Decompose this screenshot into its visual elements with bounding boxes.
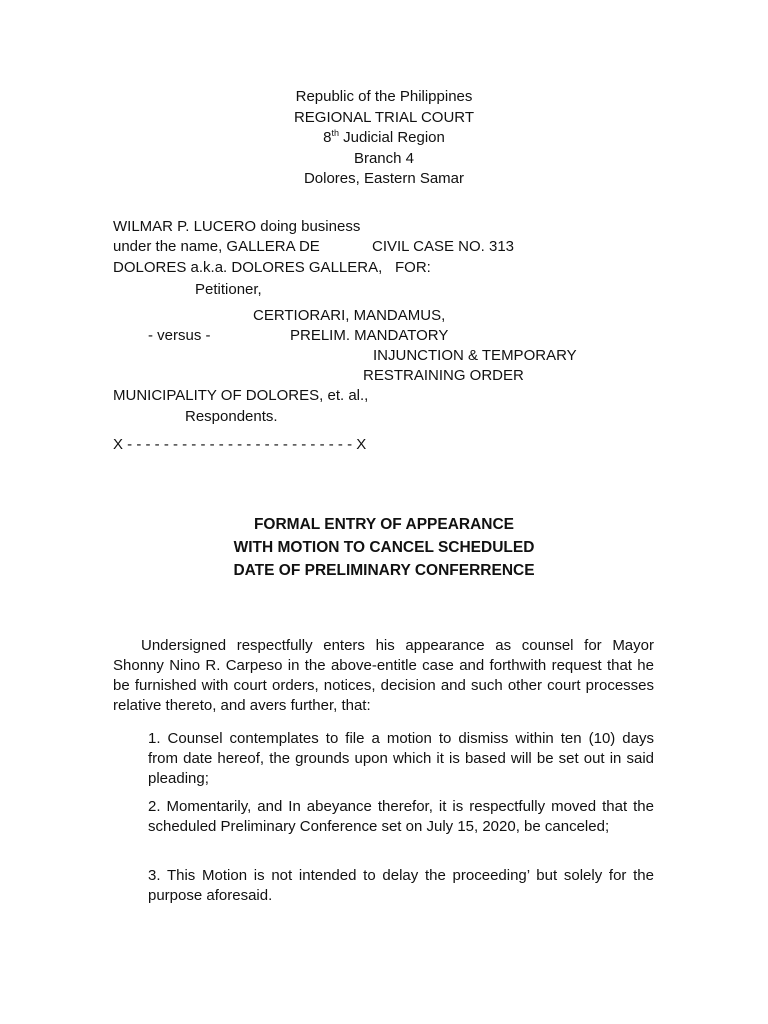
respondent-line-1: MUNICIPALITY OF DOLORES, et. al., [113,387,369,404]
region-number: 8 [323,129,332,146]
region-ordinal-suffix: th [331,128,339,138]
petitioner-line-2: under the name, GALLERA DE [113,238,320,255]
court-name-line: REGIONAL TRIAL COURT [293,108,475,126]
branch-line: Branch 4 [353,149,415,167]
court-header [0,87,768,190]
case-nature-line-3: INJUNCTION & TEMPORARY [373,347,577,364]
intro-paragraph: Undersigned respectfully enters his appearance as counsel for Mayor Shonny Nino R. Carpeso in the above-entitle case and forthwith request that he be furnished with court orders, notices, decision and such other court processes relative thereto, and avers further, that: [113,637,654,714]
title-line-1: FORMAL ENTRY OF APPEARANCE [253,516,515,533]
numbered-item-2: 2. Momentarily, and In abeyance therefor, it is respectfully moved that the scheduled Preliminary Conference set on July 15, 2020, be canceled; [148,798,654,835]
case-nature-line-4: RESTRAINING ORDER [363,367,524,384]
case-nature-line-1: CERTIORARI, MANDAMUS, [253,307,446,324]
location-line: Dolores, Eastern Samar [303,170,465,187]
region-label: Judicial Region [338,129,445,146]
case-nature-line-2: PRELIM. MANDATORY [290,327,449,344]
petitioner-line-3: DOLORES a.k.a. DOLORES GALLERA, [113,259,383,276]
petitioner-role: Petitioner, [195,281,262,298]
respondent-role: Respondents. [185,408,278,425]
republic-line: Republic of the Philippines [295,88,473,105]
document-title [0,513,768,582]
petitioner-line-1: WILMAR P. LUCERO doing business [113,218,361,235]
numbered-item-1: 1. Counsel contemplates to file a motion to dismiss within ten (10) days from date hereof, the grounds upon which it is based will be set out in said pleading; [148,730,654,787]
title-line-3: DATE OF PRELIMINARY CONFERRENCE [233,562,535,579]
numbered-item-3: 3. This Motion is not intended to delay the proceeding’ but solely for the purpose aforesaid. [148,867,654,904]
versus-label: - versus - [148,327,211,344]
case-number: CIVIL CASE NO. 313 [372,238,515,255]
judicial-region-line [0,128,768,149]
for-label: FOR: [395,259,431,276]
title-line-2: WITH MOTION TO CANCEL SCHEDULED [233,539,535,556]
caption-separator: X - - - - - - - - - - - - - - - - - - - - - - - - - X [113,436,367,453]
